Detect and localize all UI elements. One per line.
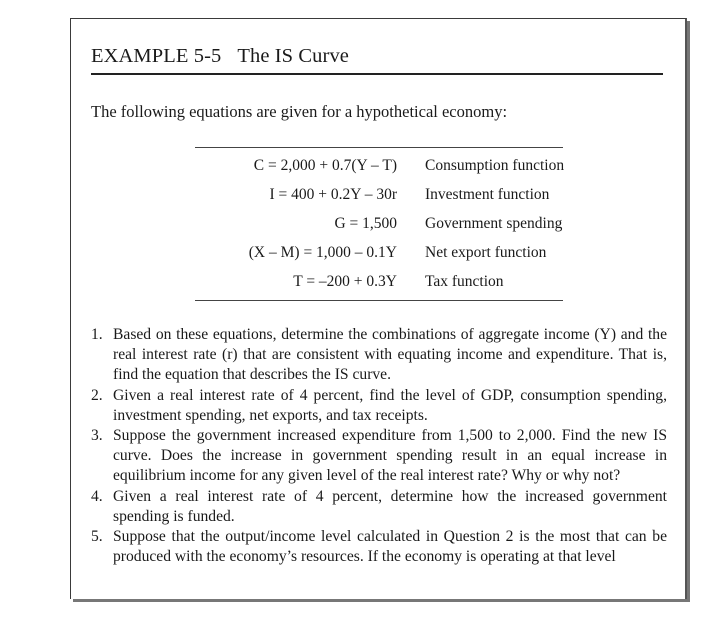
question-list — [91, 325, 667, 567]
question-item — [91, 386, 667, 426]
equation-row — [195, 180, 563, 209]
equation-description: Investment function — [425, 186, 550, 203]
question-number: 4. — [91, 487, 103, 505]
question-item — [91, 325, 667, 386]
example-title — [91, 45, 349, 68]
question-text: Given a real interest rate of 4 percent, find the level of GDP, consumption spending, investment spending, net exports, and tax receipts. — [113, 386, 667, 424]
example-box — [70, 18, 687, 599]
equation: T = –200 + 0.3Y — [293, 273, 397, 290]
equation: C = 2,000 + 0.7(Y – T) — [253, 157, 397, 174]
question-number: 2. — [91, 386, 103, 404]
equation-table — [195, 147, 563, 301]
question-item — [91, 426, 667, 487]
question-text: Suppose the government increased expenditure from 1,500 to 2,000. Find the new IS curve. Does the increase in government spending result in an equal increase in equilibrium income for any given level of the real interest rate? Why or why not? — [113, 427, 667, 485]
equation-description: Net export function — [425, 244, 547, 261]
equation: I = 400 + 0.2Y – 30r — [269, 186, 397, 203]
question-text: Suppose that the output/income level calculated in Question 2 is the most that can be produced with the economy’s resources. If the economy is operating at that level — [113, 528, 667, 566]
equation-description: Government spending — [425, 215, 563, 232]
equation: (X – M) = 1,000 – 0.1Y — [248, 244, 397, 261]
question-number: 3. — [91, 427, 103, 445]
equation-description: Tax function — [425, 273, 504, 290]
equation-row — [195, 151, 563, 180]
equation-row — [195, 209, 563, 238]
question-text: Based on these equations, determine the combinations of aggregate income (Y) and the real interest rate (r) that are consistent with equating income and expenditure. That is, find the equation that describes the IS curve. — [113, 326, 667, 384]
question-number: 1. — [91, 326, 103, 343]
question-item — [91, 487, 667, 527]
equation-description: Consumption function — [425, 157, 565, 174]
equation: G = 1,500 — [334, 215, 397, 232]
question-number: 5. — [91, 528, 103, 546]
intro-text: The following equations are given for a hypothetical economy: — [91, 102, 508, 121]
question-text: Given a real interest rate of 4 percent, determine how the increased government spending is funded. — [113, 487, 667, 525]
question-item — [91, 527, 667, 567]
title-divider — [91, 73, 663, 75]
example-label: EXAMPLE 5-5 — [91, 45, 222, 67]
equation-row — [195, 267, 563, 296]
example-heading: The IS Curve — [237, 45, 350, 67]
equation-row — [195, 238, 563, 267]
